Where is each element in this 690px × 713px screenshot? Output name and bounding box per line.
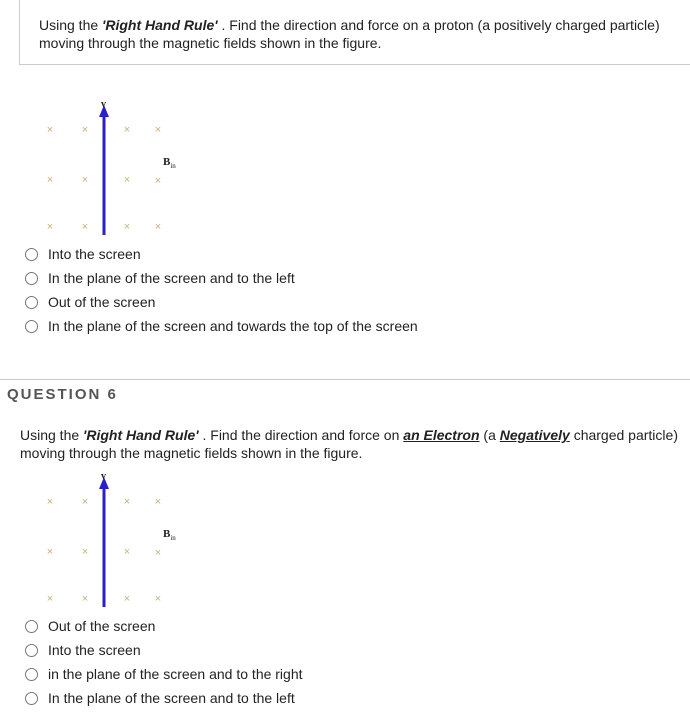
radio-button[interactable] — [25, 668, 38, 681]
field-into-screen-mark: × — [123, 593, 131, 605]
answer-option-label: In the plane of the screen and to the left — [48, 270, 295, 286]
field-into-screen-mark: × — [123, 124, 131, 136]
field-into-screen-mark: × — [46, 593, 54, 605]
field-into-screen-mark: × — [154, 496, 162, 508]
field-into-screen-mark: × — [123, 174, 131, 186]
answer-option-label: Out of the screen — [48, 618, 156, 634]
field-into-screen-mark: × — [81, 124, 89, 136]
answer-option[interactable] — [25, 640, 141, 660]
answer-option-label: Into the screen — [48, 642, 141, 658]
answer-option-label: Out of the screen — [48, 294, 156, 310]
radio-button[interactable] — [25, 320, 38, 333]
radio-button[interactable] — [25, 692, 38, 705]
field-into-screen-mark: × — [46, 496, 54, 508]
answer-option[interactable] — [25, 244, 141, 264]
velocity-arrow-icon — [96, 105, 112, 235]
answer-option[interactable] — [25, 292, 155, 312]
answer-option[interactable] — [25, 688, 295, 708]
field-into-screen-mark: × — [81, 174, 89, 186]
question-6-text: Using the 'Right Hand Rule' . Find the direction and force on an Electron (a Negatively charged particle) moving through the magnetic fields shown in the figure. — [20, 427, 678, 461]
answer-option[interactable] — [25, 664, 303, 684]
field-label: $B_{in}$ — [163, 528, 176, 543]
radio-button[interactable] — [25, 296, 38, 309]
answer-option-label: In the plane of the screen and to the left — [48, 690, 295, 706]
answer-option-label: in the plane of the screen and to the right — [48, 666, 303, 682]
field-into-screen-mark: × — [81, 221, 89, 233]
radio-button[interactable] — [25, 620, 38, 633]
field-into-screen-mark: × — [154, 547, 162, 559]
field-into-screen-mark: × — [154, 221, 162, 233]
field-into-screen-mark: × — [46, 174, 54, 186]
velocity-arrow-icon — [96, 477, 112, 607]
field-label: $B_{in}$ — [163, 156, 176, 171]
field-into-screen-mark: × — [123, 221, 131, 233]
radio-button[interactable] — [25, 644, 38, 657]
answer-option-label: Into the screen — [48, 246, 141, 262]
radio-button[interactable] — [25, 272, 38, 285]
radio-button[interactable] — [25, 248, 38, 261]
field-into-screen-mark: × — [154, 175, 162, 187]
question-5-text: Using the 'Right Hand Rule' . Find the direction and force on a proton (a positively charged particle) moving through the magnetic fields shown in the figure. — [39, 17, 660, 51]
answer-option[interactable] — [25, 268, 295, 288]
field-into-screen-mark: × — [154, 124, 162, 136]
field-into-screen-mark: × — [81, 546, 89, 558]
field-into-screen-mark: × — [46, 221, 54, 233]
answer-option[interactable] — [25, 316, 418, 336]
divider — [0, 379, 690, 380]
field-into-screen-mark: × — [123, 546, 131, 558]
field-into-screen-mark: × — [81, 593, 89, 605]
question-6-figure — [0, 467, 200, 617]
answer-option-label: In the plane of the screen and towards the top of the screen — [48, 318, 418, 334]
question-5-figure — [0, 95, 200, 245]
question-6-heading: QUESTION 6 — [7, 386, 118, 403]
answer-option[interactable] — [25, 616, 155, 636]
field-into-screen-mark: × — [81, 496, 89, 508]
field-into-screen-mark: × — [46, 124, 54, 136]
velocity-label: v — [101, 471, 106, 482]
field-into-screen-mark: × — [123, 496, 131, 508]
field-into-screen-mark: × — [154, 593, 162, 605]
velocity-label: v — [101, 99, 106, 110]
field-into-screen-mark: × — [46, 546, 54, 558]
